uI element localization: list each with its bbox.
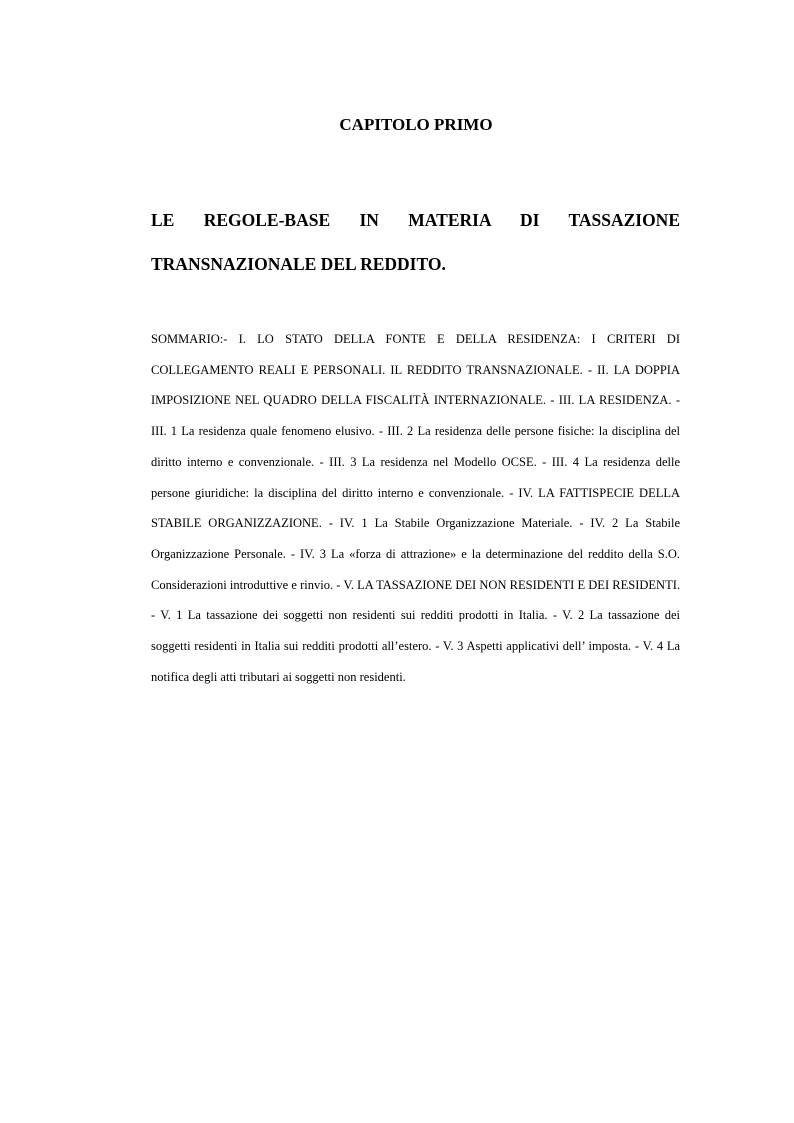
chapter-heading: CAPITOLO PRIMO (339, 115, 493, 134)
chapter-title: LE REGOLE-BASE IN MATERIA DI TASSAZIONE TRANSNAZIONALE DEL REDDITO. (151, 210, 680, 274)
summary-paragraph: SOMMARIO:- I. LO STATO DELLA FONTE E DELLA RESIDENZA: I CRITERI DI COLLEGAMENTO REALI E PERSONALI. IL REDDITO TRANSNAZIONALE. - II. LA DOPPIA IMPOSIZIONE NEL QUADRO DELLA FISCALITÀ INTERNAZIONALE. - III. LA RESIDENZA. - III. 1 La residenza quale fenomeno elusivo. - III. 2 La residenza delle persone fisiche: la disciplina del diritto interno e convenzionale. - III. 3 La residenza nel Modello OCSE. - III. 4 La residenza delle persone giuridiche: la disciplina del diritto interno e convenzionale. - IV. LA FATTISPECIE DELLA STABILE ORGANIZZAZIONE. - IV. 1 La Stabile Organizzazione Materiale. - IV. 2 La Stabile Organizzazione Personale. - IV. 3 La «forza di attrazione» e la determinazione del reddito della S.O. Considerazioni introduttive e rinvio. - V. LA TASSAZIONE DEI NON RESIDENTI E DEI RESIDENTI. - V. 1 La tassazione dei soggetti non residenti sui redditi prodotti in Italia. - V. 2 La tassazione dei soggetti residenti in Italia sui redditi prodotti all’estero. - V. 3 Aspetti applicativi dell’ imposta. - V. 4 La notifica degli atti tributari ai soggetti non residenti. (151, 332, 680, 684)
